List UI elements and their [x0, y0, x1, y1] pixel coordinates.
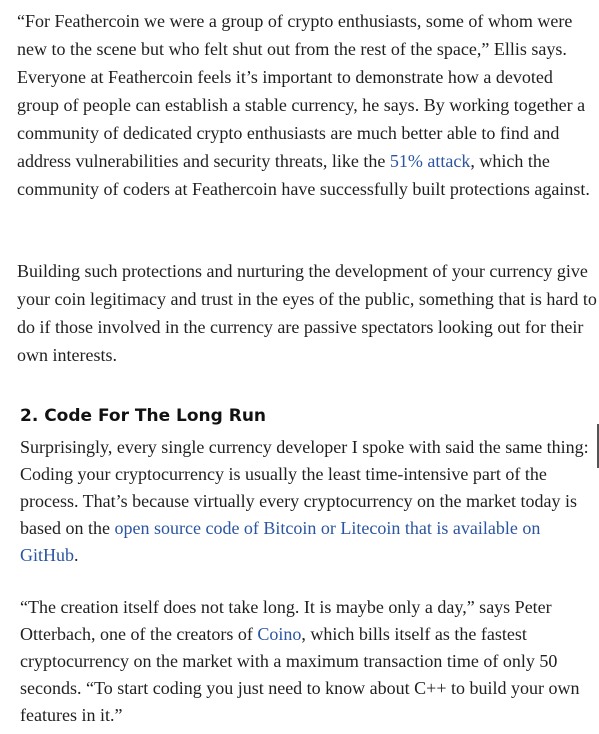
- paragraph-feathercoin-community: [17, 7, 597, 203]
- link-51-percent-attack[interactable]: 51% attack: [389, 151, 471, 171]
- paragraph-text: Building such protections and nurturing the development of your currency give your coin legitimacy and trust in the eyes of the public, something that is hard to do if those involved in the currency are passive spectators looking out for their own interests.: [17, 261, 597, 365]
- paragraph-text: , which bills itself as the fastest cryptocurrency on the market with a maximum transaction time of only 50 seconds. “To start coding you just need to know about C++ to build your own features in it.”: [20, 624, 580, 725]
- section-heading: 2. Code For The Long Run: [20, 406, 267, 426]
- link-coino[interactable]: Coino: [257, 624, 302, 644]
- link-open-source-code[interactable]: open source code of Bitcoin or Litecoin that is available on GitHub: [20, 518, 541, 565]
- paragraph-protections: [17, 257, 597, 369]
- paragraph-text: Surprisingly, every single currency developer I spoke with said the same thing: Coding your cryptocurrency is usually the least time-intensive part of the process. That’s because virtually every cryptocurrency on the market today is based on the: [20, 437, 589, 538]
- paragraph-text: “For Feathercoin we were a group of crypto enthusiasts, some of whom were new to the scene but who felt shut out from the rest of the space,” Ellis says. Everyone at Feathercoin feels it’s important to demonstrate how a devoted group of people can establish a stable currency, he says. By working together a community of dedicated crypto enthusiasts are much better able to find and address vulnerabilities and security threats, like the: [17, 11, 586, 171]
- paragraph-text: “The creation itself does not take long. It is maybe only a day,” says Peter Otterbach, one of the creators of: [20, 597, 552, 644]
- paragraph-otterbach-quote: [20, 594, 598, 729]
- paragraph-text: .: [74, 545, 79, 565]
- paragraph-text: , which the community of coders at Feathercoin have successfully built protections against.: [17, 151, 590, 199]
- paragraph-coding-time: [20, 434, 598, 569]
